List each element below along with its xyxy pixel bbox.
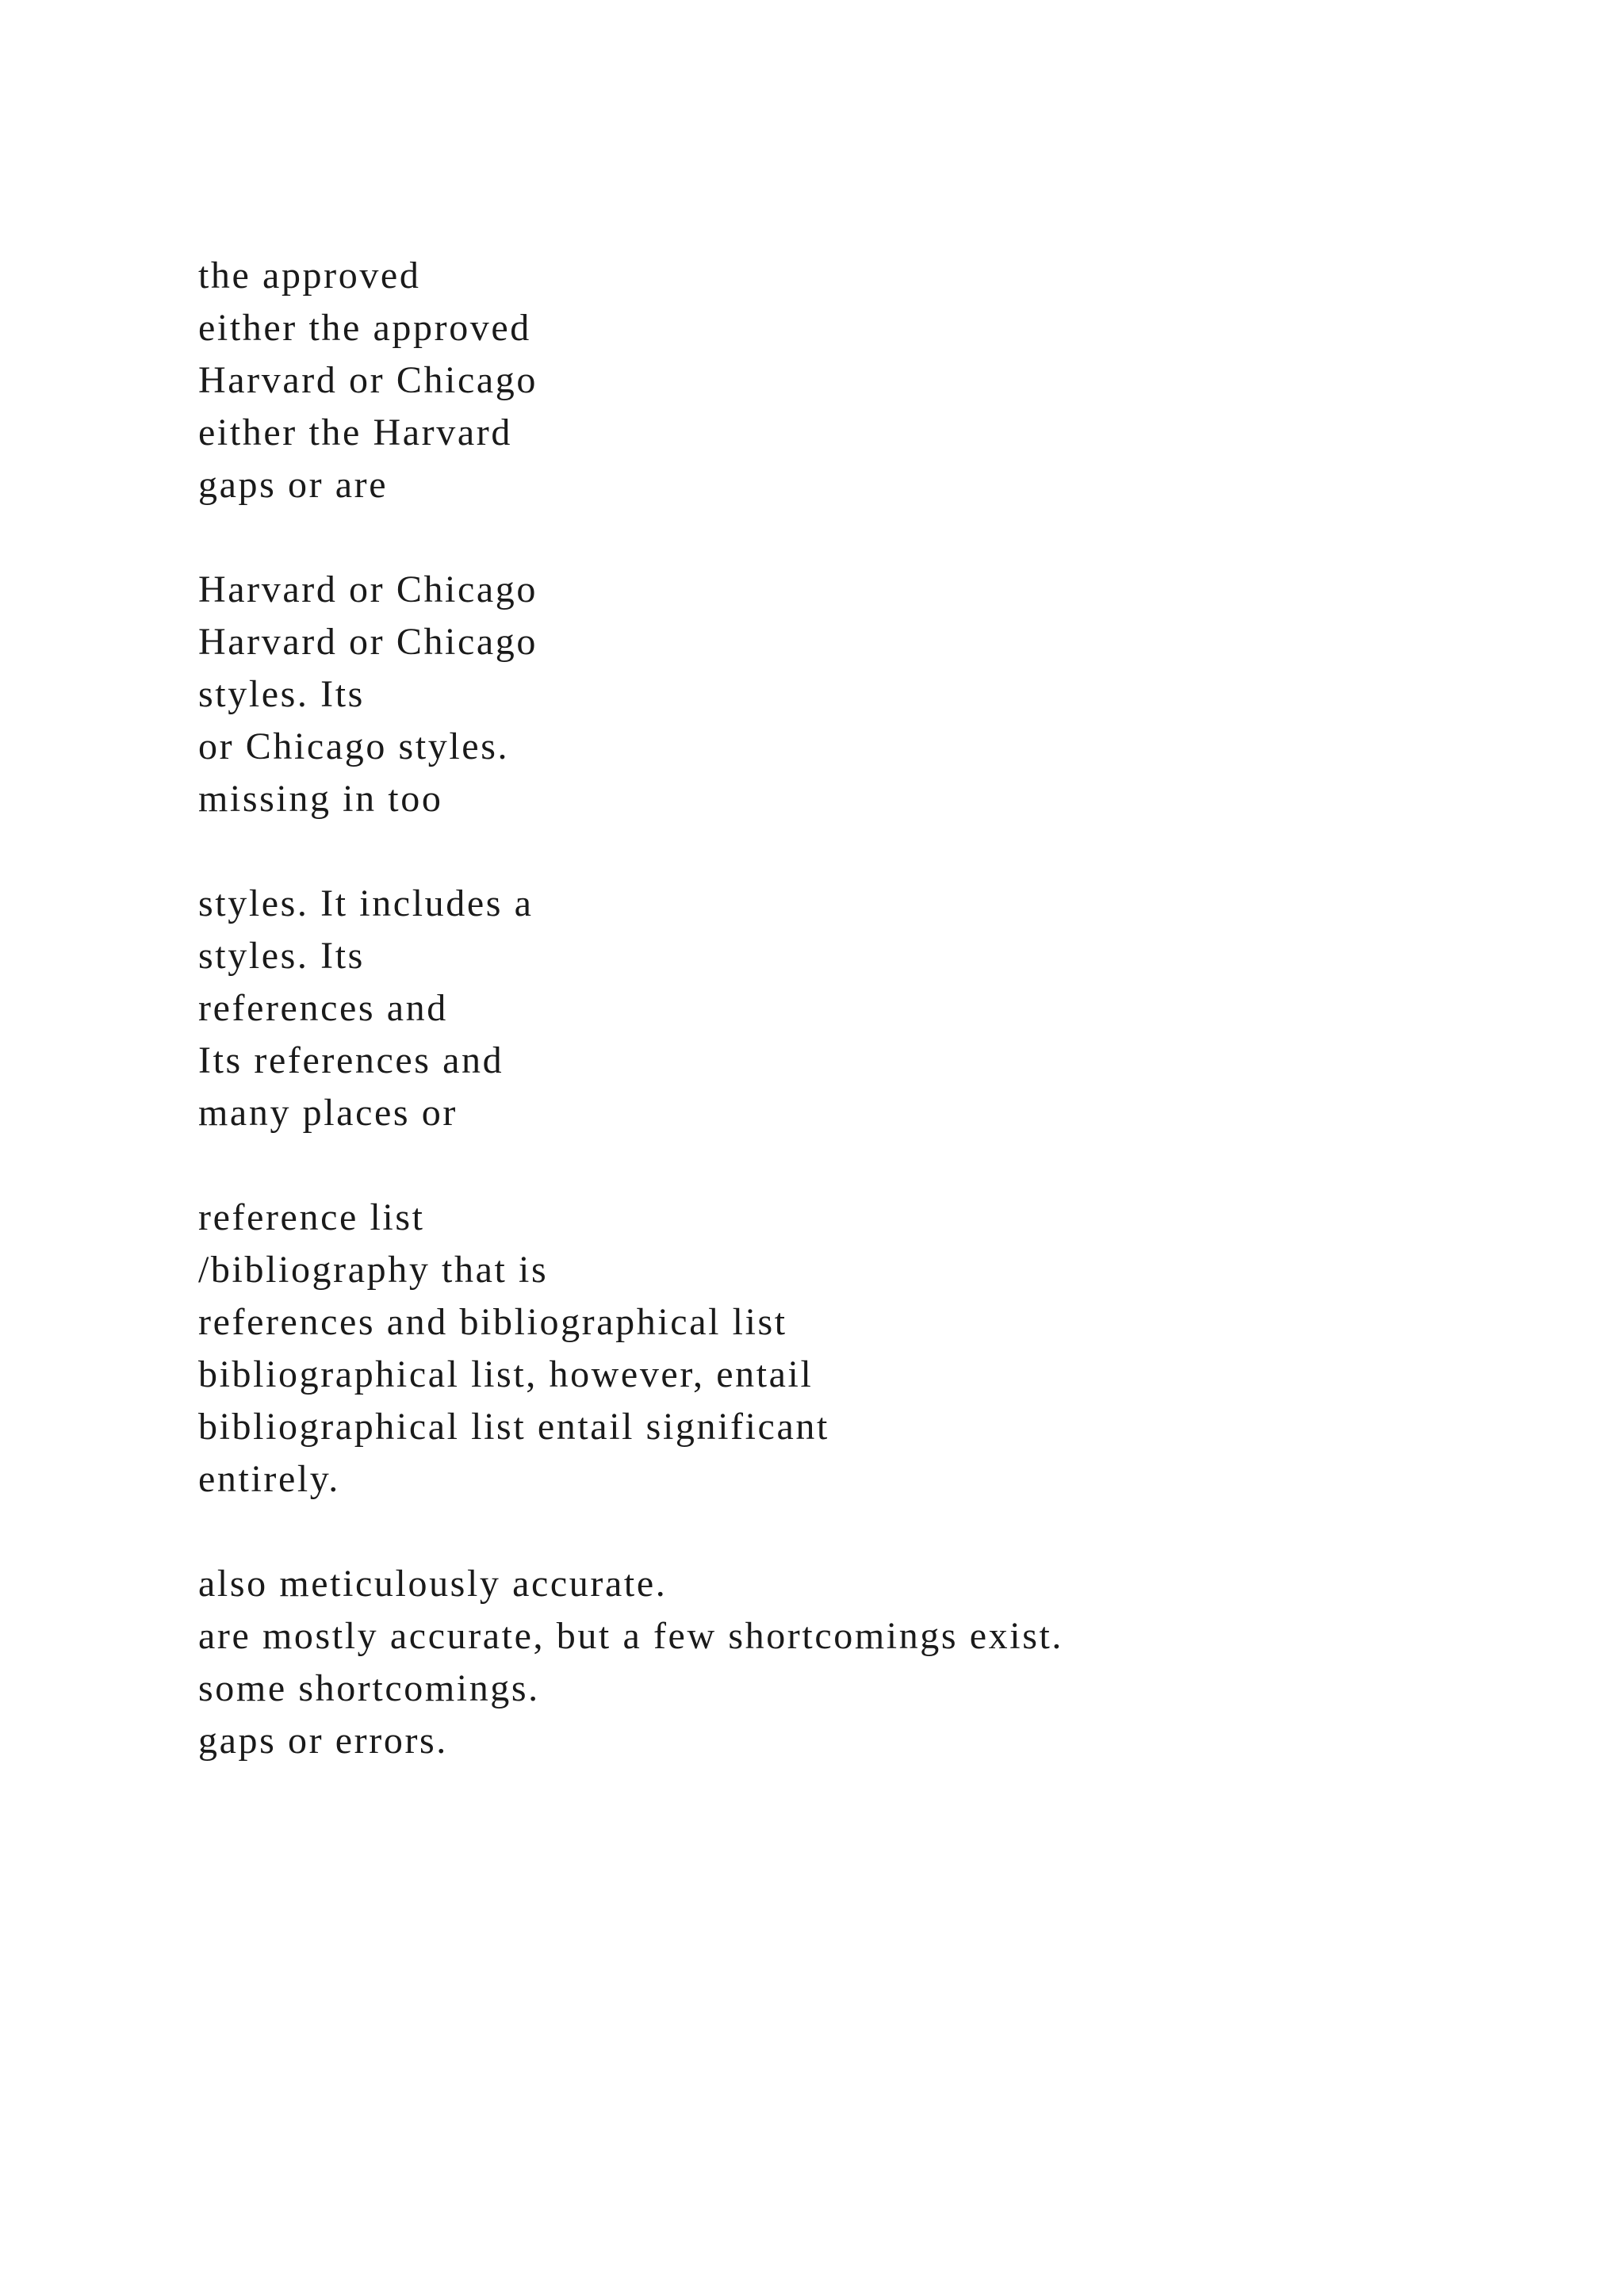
- text-line: many places or: [198, 1092, 458, 1134]
- text-line: bibliographical list, however, entail: [198, 1353, 814, 1395]
- text-line: some shortcomings.: [198, 1667, 540, 1709]
- paragraph-5: [198, 1558, 1546, 1767]
- paragraph-2: [198, 564, 1546, 825]
- text-line: gaps or errors.: [198, 1720, 448, 1762]
- paragraph-3: [198, 878, 1546, 1139]
- document-body: [198, 250, 1546, 1820]
- text-line: references and: [198, 987, 448, 1029]
- text-line: Harvard or Chicago: [198, 621, 538, 663]
- text-line: bibliographical list entail significant: [198, 1406, 829, 1448]
- text-line: entirely.: [198, 1458, 340, 1500]
- text-line: also meticulously accurate.: [198, 1563, 668, 1605]
- text-line: Harvard or Chicago: [198, 568, 538, 610]
- text-line: gaps or are: [198, 464, 389, 506]
- text-line: missing in too: [198, 778, 443, 820]
- text-line: Harvard or Chicago: [198, 359, 538, 401]
- text-line: /bibliography that is: [198, 1249, 549, 1291]
- paragraph-1: [198, 250, 1546, 511]
- text-line: styles. Its: [198, 673, 365, 715]
- text-line: reference list: [198, 1196, 425, 1238]
- paragraph-4: [198, 1192, 1546, 1506]
- text-line: or Chicago styles.: [198, 725, 510, 767]
- text-line: the approved: [198, 254, 421, 297]
- text-line: styles. It includes a: [198, 882, 534, 924]
- text-line: either the Harvard: [198, 411, 512, 453]
- text-line: are mostly accurate, but a few shortcomings exist.: [198, 1615, 1064, 1657]
- text-line: styles. Its: [198, 935, 365, 977]
- text-line: references and bibliographical list: [198, 1301, 787, 1343]
- text-line: either the approved: [198, 307, 531, 349]
- text-line: Its references and: [198, 1039, 504, 1081]
